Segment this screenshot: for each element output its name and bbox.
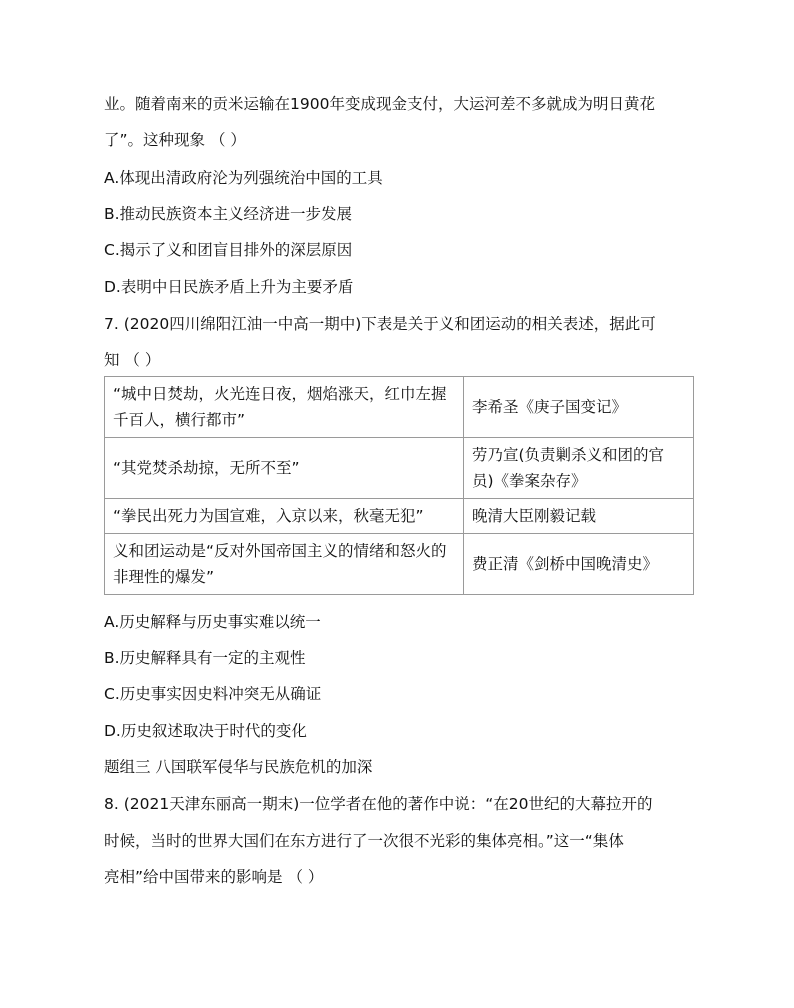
q6-option-d: D.表明中日民族矛盾上升为主要矛盾 [104, 278, 354, 296]
q6-option-b: B.推动民族资本主义经济进一步发展 [104, 205, 353, 223]
q7-source-table [104, 376, 694, 595]
q6-option-c: C.揭示了义和团盲目排外的深层原因 [104, 241, 353, 259]
table-cell-source: 李希圣《庚子国变记》 [464, 377, 694, 438]
table-row [105, 377, 694, 438]
q7-stem-line2: 知 （ ） [104, 351, 161, 369]
table-cell-source: 费正清《剑桥中国晚清史》 [464, 534, 694, 595]
table-row [105, 438, 694, 499]
table-cell-statement: “其党焚杀劫掠，无所不至” [105, 438, 464, 499]
table-cell-statement: 义和团运动是“反对外国帝国主义的情绪和怒火的非理性的爆发” [105, 534, 464, 595]
q7-option-d: D.历史叙述取决于时代的变化 [104, 722, 307, 740]
q8-stem-line1: 8. (2021天津东丽高一期末)一位学者在他的著作中说：“在20世纪的大幕拉开的 [104, 795, 653, 813]
q6-stem-line2: 了”。这种现象 （ ） [104, 131, 246, 149]
table-cell-source: 劳乃宣(负责剿杀义和团的官员)《拳案杂存》 [464, 438, 694, 499]
table-cell-statement: “城中日焚劫，火光连日夜，烟焰涨天，红巾左握千百人，横行都市” [105, 377, 464, 438]
q7-option-c: C.历史事实因史料冲突无从确证 [104, 685, 322, 703]
table-cell-source: 晚清大臣刚毅记载 [464, 499, 694, 534]
q7-option-a: A.历史解释与历史事实难以统一 [104, 613, 321, 631]
q6-option-a: A.体现出清政府沦为列强统治中国的工具 [104, 169, 383, 187]
group-heading: 题组三 八国联军侵华与民族危机的加深 [104, 758, 373, 776]
q7-stem-line1: 7. (2020四川绵阳江油一中高一期中)下表是关于义和团运动的相关表述，据此可 [104, 315, 656, 333]
q6-stem-line1: 业。随着南来的贡米运输在1900年变成现金支付，大运河差不多就成为明日黄花 [104, 95, 655, 113]
table-row [105, 534, 694, 595]
q8-stem-line2: 时候，当时的世界大国们在东方进行了一次很不光彩的集体亮相。”这一“集体 [104, 832, 624, 850]
table-row [105, 499, 694, 534]
q8-stem-line3: 亮相”给中国带来的影响是 （ ） [104, 868, 324, 886]
table-cell-statement: “拳民出死力为国宣难，入京以来，秋毫无犯” [105, 499, 464, 534]
q7-option-b: B.历史解释具有一定的主观性 [104, 649, 306, 667]
